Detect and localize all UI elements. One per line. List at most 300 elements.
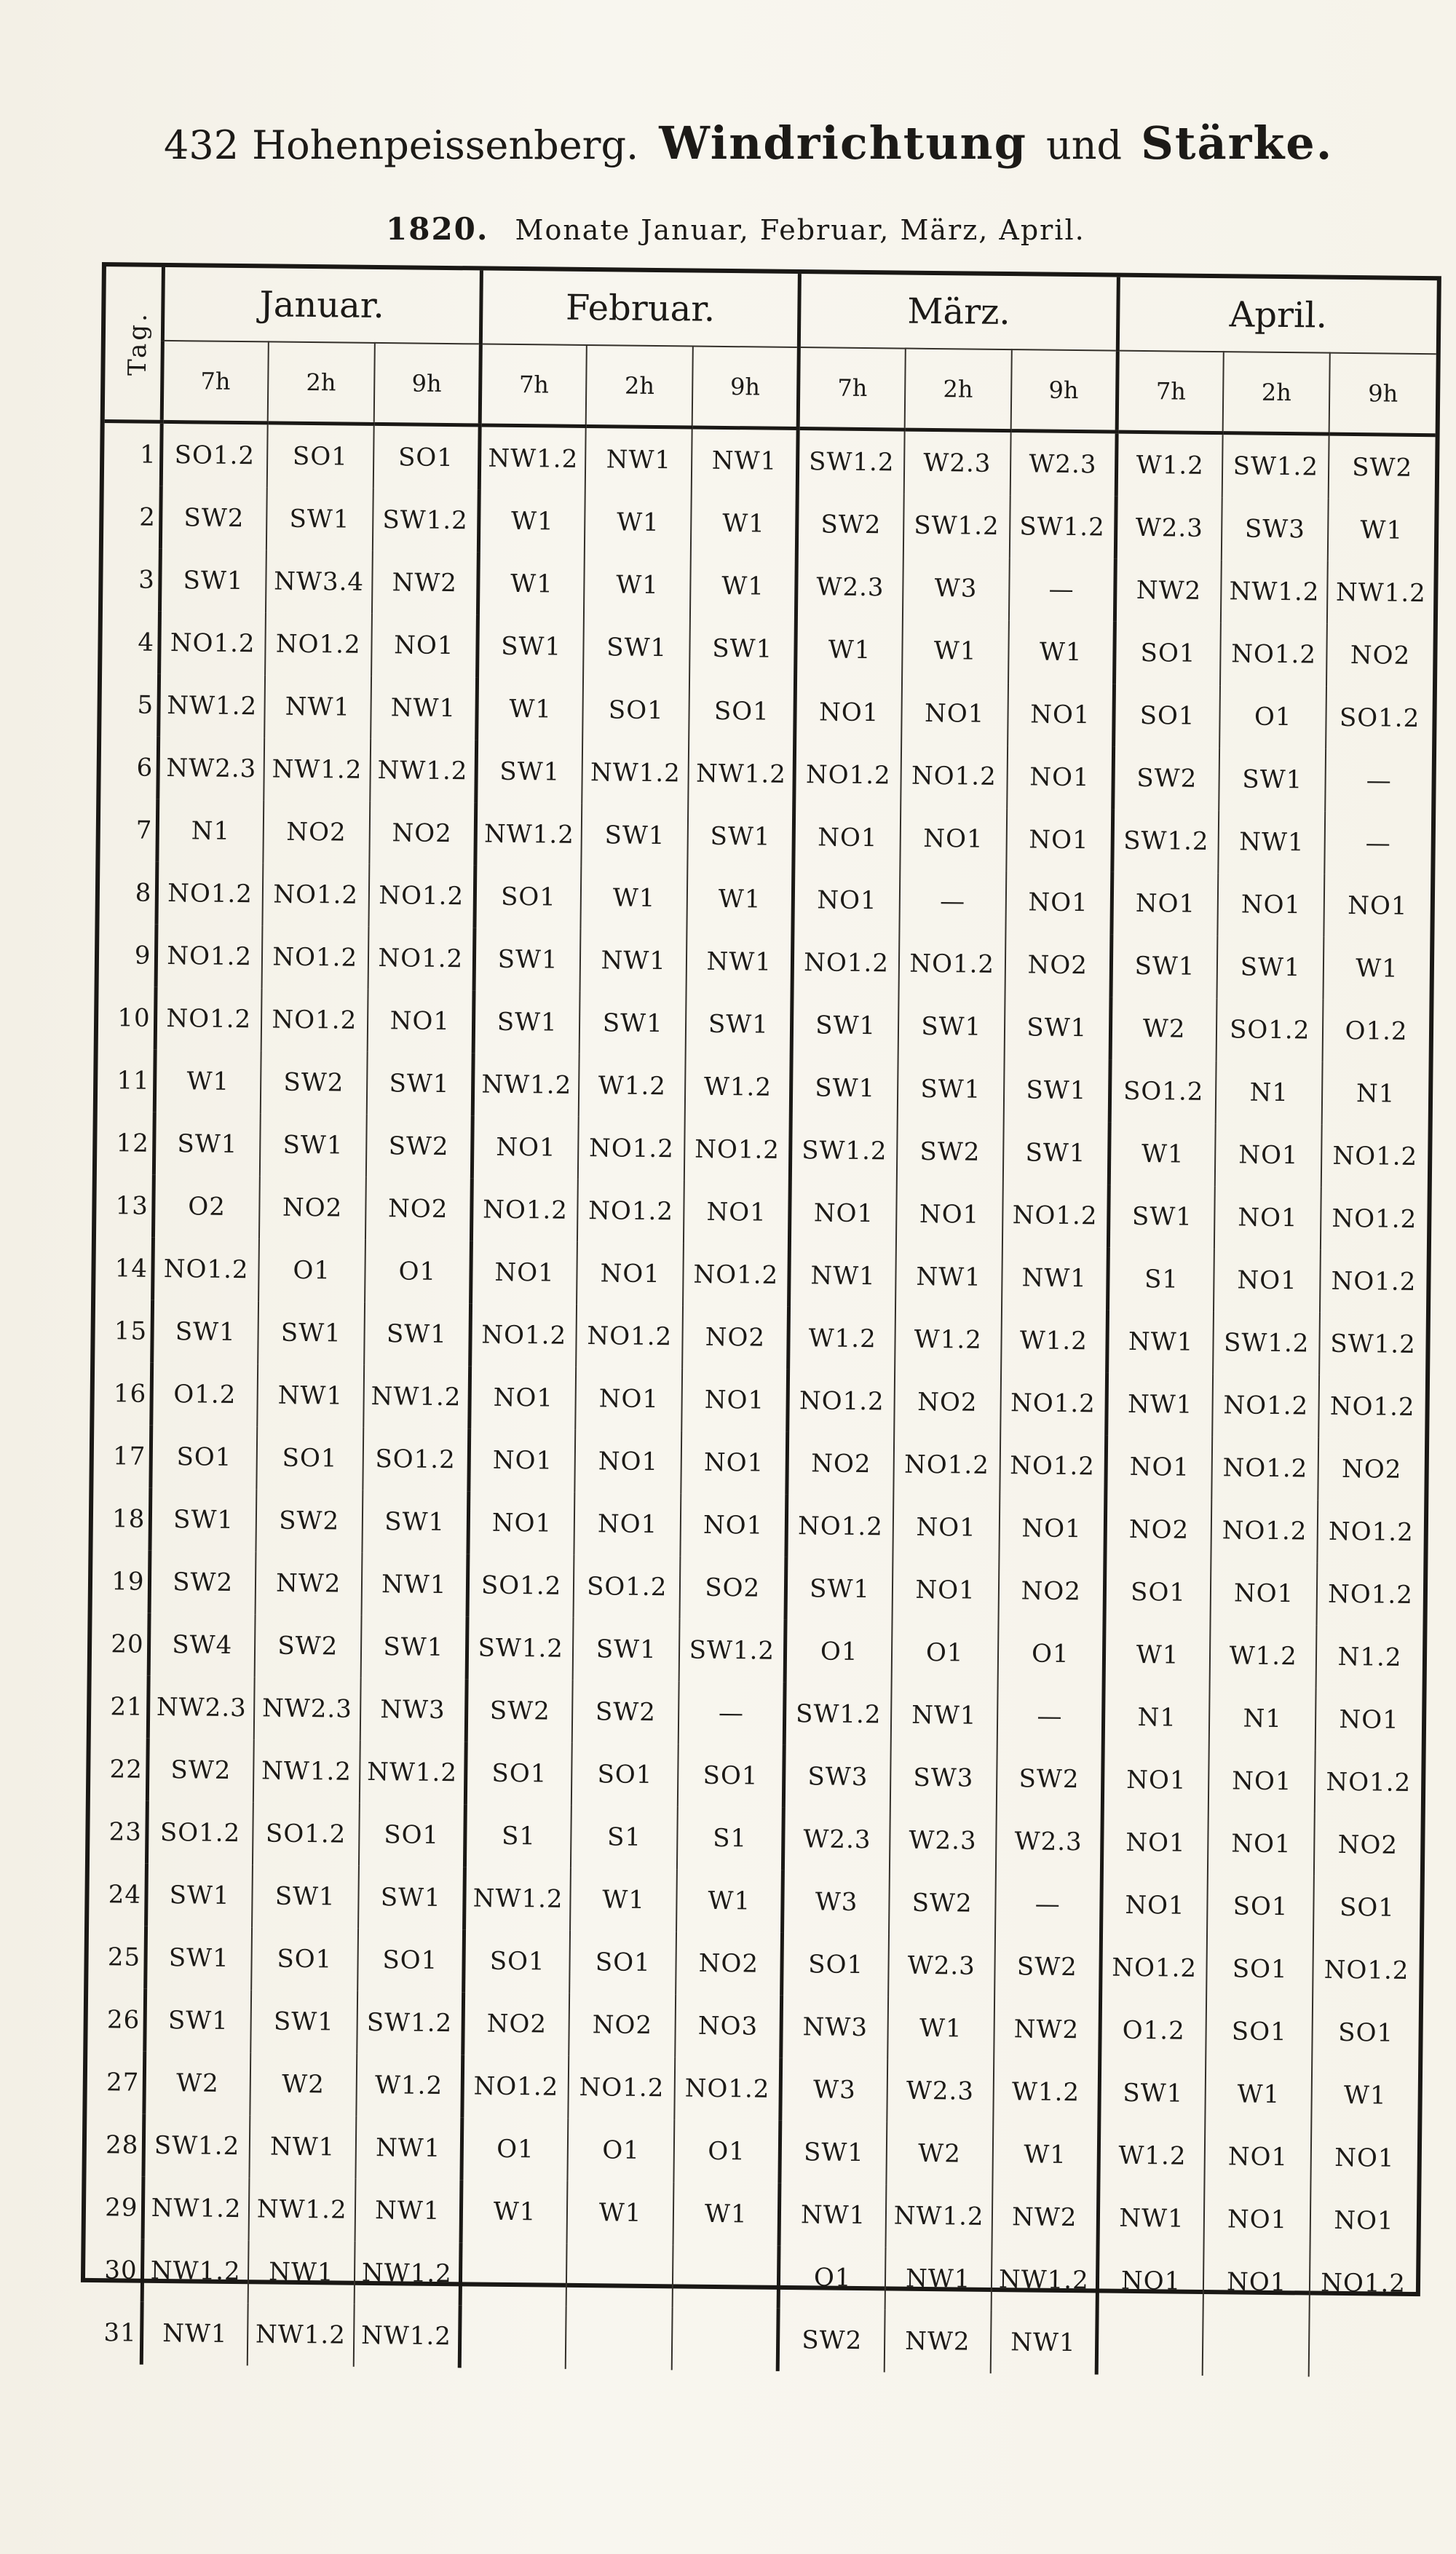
wind-cell: NO1 xyxy=(1101,1811,1208,1875)
wind-cell: W3 xyxy=(780,2058,887,2122)
day-number: 17 xyxy=(112,1442,146,1471)
wind-cell: W1 xyxy=(691,491,798,556)
wind-cell: SW2 xyxy=(1113,747,1220,811)
wind-cell: W2.3 xyxy=(1115,497,1222,561)
wind-cell: W1 xyxy=(796,618,903,682)
day-number: 26 xyxy=(106,2005,141,2035)
wind-cell: O2 xyxy=(153,1175,260,1239)
wind-cell: SO1 xyxy=(582,679,689,743)
month-header-april: April. xyxy=(1117,277,1437,355)
wind-cell: NW1 xyxy=(1219,810,1326,874)
wind-cell: SO1.2 xyxy=(467,1554,574,1618)
wind-cell: NO1 xyxy=(794,806,901,870)
wind-cell: SO1 xyxy=(464,1929,571,1993)
wind-cell xyxy=(1203,2313,1310,2377)
hour-header: 9h xyxy=(373,343,480,425)
day-number: 5 xyxy=(137,690,154,720)
wind-cell: W2.3 xyxy=(888,1934,995,1998)
wind-cell: NW1 xyxy=(895,1245,1002,1309)
wind-cell: NO1 xyxy=(472,1115,579,1179)
wind-cell: NO2 xyxy=(365,1177,472,1241)
wind-cell: W1 xyxy=(1206,2063,1313,2127)
wind-cell: SW2 xyxy=(572,1680,679,1744)
hour-header: 9h xyxy=(1010,349,1117,432)
wind-cell: NO2 xyxy=(259,1176,366,1240)
wind-cell: NO1 xyxy=(470,1366,577,1430)
day-number: 8 xyxy=(135,878,152,908)
wind-cell: NW1 xyxy=(585,426,692,491)
wind-cell: NO1 xyxy=(1102,1749,1209,1813)
wind-cell: SW2 xyxy=(366,1115,473,1179)
wind-cell: SW2 xyxy=(261,1051,368,1115)
hour-header: 7h xyxy=(162,341,269,423)
wind-cell: SW2 xyxy=(778,2309,885,2373)
wind-cell: W1.2 xyxy=(1099,2124,1206,2188)
wind-cell: NO2 xyxy=(569,1993,676,2057)
wind-cell: NO1 xyxy=(896,1183,1003,1247)
wind-cell: SW2 xyxy=(994,1935,1101,1999)
wind-cell xyxy=(459,2305,566,2369)
wind-cell: NO1.2 xyxy=(155,987,262,1051)
wind-cell: NW1.2 xyxy=(142,2239,249,2304)
wind-cell: W2 xyxy=(1110,997,1217,1061)
wind-cell: SW1 xyxy=(1219,748,1326,812)
wind-cell: SO1 xyxy=(1114,684,1221,748)
wind-cell: S1 xyxy=(677,1806,784,1870)
wind-cell: NW1.2 xyxy=(158,674,265,738)
wind-cell: NW1 xyxy=(1107,1310,1214,1375)
wind-cell: NO1 xyxy=(1106,1436,1213,1500)
wind-cell: W1 xyxy=(690,554,797,618)
wind-cell: W2.3 xyxy=(996,1810,1103,1874)
wind-cell: SW1.2 xyxy=(1319,1313,1426,1377)
wind-cell: NO1 xyxy=(1214,1186,1321,1250)
wind-cell: SW1 xyxy=(686,992,793,1056)
wind-cell: NO1 xyxy=(1005,871,1112,935)
wind-cell: NO1.2 xyxy=(1212,1436,1319,1501)
wind-cell: W1 xyxy=(676,1869,783,1933)
wind-cell: SW1 xyxy=(145,1926,252,1990)
hour-header-row xyxy=(105,340,1436,435)
wind-cell: W1 xyxy=(687,867,794,931)
wind-cell: SO1 xyxy=(569,1931,676,1995)
wind-cell: NW1.2 xyxy=(248,2303,355,2367)
wind-cell xyxy=(672,2307,779,2371)
wind-cell xyxy=(566,2244,673,2308)
wind-cell: W1 xyxy=(154,1050,261,1114)
wind-cell: SO1 xyxy=(1313,1876,1420,1940)
wind-cell: SW1 xyxy=(154,1112,261,1177)
wind-cell: W1 xyxy=(585,491,692,555)
wind-cell: W2.3 xyxy=(904,430,1011,495)
wind-cell: NO1 xyxy=(893,1495,1000,1559)
wind-cell: W1 xyxy=(1008,620,1115,684)
wind-cell: NO1 xyxy=(1101,1874,1208,1938)
wind-cell: NW2.3 xyxy=(157,737,264,801)
wind-cell: NO2 xyxy=(1318,1438,1425,1502)
wind-cell: SW1.2 xyxy=(1009,495,1116,559)
wind-cell: NO1.2 xyxy=(683,1243,790,1307)
wind-cell: SW1 xyxy=(474,928,581,992)
wind-cell: NO1 xyxy=(892,1558,999,1622)
wind-cell: W2 xyxy=(886,2122,993,2186)
wind-cell: NW1 xyxy=(371,676,478,740)
wind-cell: SW1 xyxy=(473,990,580,1054)
wind-cell: — xyxy=(1324,812,1431,876)
wind-cell: W1.2 xyxy=(1001,1309,1108,1373)
wind-cell: SW1.2 xyxy=(357,1991,464,2055)
month-header-februar: Februar. xyxy=(480,270,800,347)
wind-cell: SW1 xyxy=(1003,1059,1110,1123)
wind-cell: NW2 xyxy=(372,551,479,615)
wind-cell: NO2 xyxy=(676,1932,783,1996)
wind-cell: SO1.2 xyxy=(1109,1060,1216,1124)
wind-cell: NO1 xyxy=(1203,2250,1310,2314)
wind-cell: NO1 xyxy=(1310,2127,1417,2191)
hour-header: 2h xyxy=(268,341,375,424)
wind-cell: NW3 xyxy=(360,1678,467,1742)
wind-cell: N1 xyxy=(1103,1686,1210,1750)
wind-cell: SW2 xyxy=(797,493,904,557)
wind-cell: SW1 xyxy=(146,1864,253,1928)
wind-cell: NW1 xyxy=(885,2247,992,2311)
wind-cell: NO1.2 xyxy=(898,933,1005,997)
wind-cell: NO1.2 xyxy=(262,863,369,927)
wind-cell: SO1 xyxy=(678,1744,785,1808)
wind-cell: SO1.2 xyxy=(1216,998,1324,1062)
wind-cell: NO1.2 xyxy=(1101,1936,1208,2000)
wind-cell: W1 xyxy=(461,2180,568,2244)
wind-cell: NO1 xyxy=(469,1428,576,1493)
wind-cell: SW1 xyxy=(579,992,687,1056)
wind-cell: W1 xyxy=(1311,2064,1418,2128)
wind-cell: SW1 xyxy=(358,1866,465,1930)
wind-cell: SW1.2 xyxy=(1112,810,1219,874)
wind-cell: SW1 xyxy=(258,1301,365,1365)
wind-cell: W1 xyxy=(1328,499,1435,563)
wind-cell: W1 xyxy=(1324,937,1431,1001)
wind-cell: W1 xyxy=(478,552,585,616)
wind-cell: N1.2 xyxy=(1316,1626,1423,1690)
wind-cell: SW1 xyxy=(1004,996,1111,1060)
wind-cell: W1 xyxy=(1104,1624,1211,1688)
wind-cell: SW1 xyxy=(478,614,585,679)
wind-cell: NO1.2 xyxy=(265,612,372,676)
wind-cell: SO1.2 xyxy=(1326,687,1433,751)
wind-cell: NW1 xyxy=(789,1244,896,1308)
wind-cell: SW1 xyxy=(250,1990,357,2054)
wind-cell: SW1 xyxy=(792,994,899,1058)
wind-cell: NW2 xyxy=(1115,559,1222,623)
wind-cell: SO1 xyxy=(475,865,582,929)
wind-cell: NW1 xyxy=(891,1683,998,1747)
month-header-row xyxy=(106,266,1437,354)
wind-cell: SW1 xyxy=(364,1302,471,1367)
wind-cell: NO1.2 xyxy=(674,2057,781,2121)
wind-cell: W1 xyxy=(478,489,585,553)
wind-cell: SW2 xyxy=(160,486,267,550)
wind-cell: NW1 xyxy=(779,2183,886,2247)
wind-cell: NO2 xyxy=(894,1370,1001,1434)
wind-cell: SW1 xyxy=(144,1989,251,2053)
wind-cell: NW1 xyxy=(248,2240,355,2304)
wind-cell: SO1 xyxy=(251,1927,358,1991)
wind-cell: SW1 xyxy=(366,1052,473,1116)
wind-cell: SO1 xyxy=(267,423,374,489)
wind-cell: NO1 xyxy=(1315,1688,1423,1752)
day-number: 1 xyxy=(139,440,157,470)
wind-cell: NO1 xyxy=(1214,1249,1321,1313)
wind-cell: NO1.2 xyxy=(788,1369,895,1434)
wind-cell: NW2 xyxy=(992,2186,1099,2250)
wind-cell: W2 xyxy=(143,2052,250,2116)
wind-cell: SW1 xyxy=(1108,1185,1215,1249)
wind-cell: NO1 xyxy=(574,1493,681,1557)
location-name: Hohenpeissenberg. xyxy=(252,122,639,168)
wind-cell: NO1 xyxy=(1324,874,1431,938)
page-subtitle xyxy=(386,211,1332,262)
wind-cell: SW2 xyxy=(147,1739,254,1803)
day-number: 31 xyxy=(103,2318,137,2348)
wind-cell: NO1 xyxy=(795,681,902,745)
wind-cell: SW3 xyxy=(890,1746,997,1810)
wind-cell: NW1 xyxy=(692,427,799,493)
wind-cell: SO1.2 xyxy=(363,1428,470,1492)
wind-cell: SW1.2 xyxy=(143,2114,250,2178)
day-number: 29 xyxy=(105,2193,138,2223)
wind-cell: NW1.2 xyxy=(1327,561,1434,625)
wind-cell: NO1.2 xyxy=(786,1495,893,1559)
wind-cell: NO1 xyxy=(1208,1812,1315,1876)
wind-cell: NO1 xyxy=(790,1182,897,1246)
wind-cell: NW2.3 xyxy=(254,1677,361,1741)
wind-cell xyxy=(1309,2314,1416,2379)
day-number: 19 xyxy=(111,1567,145,1597)
wind-cell: NO1 xyxy=(1205,2125,1312,2189)
wind-cell: — xyxy=(899,870,1006,934)
wind-cell: NO1.2 xyxy=(470,1303,577,1367)
wind-cell: SW1 xyxy=(898,1058,1005,1122)
day-number: 25 xyxy=(107,1942,141,1972)
wind-cell: NW2.3 xyxy=(148,1676,255,1740)
wind-cell: O1.2 xyxy=(1100,1998,1207,2063)
wind-cell: O1 xyxy=(786,1620,893,1684)
wind-cell: SO1.2 xyxy=(146,1801,253,1865)
wind-cell: SW1.2 xyxy=(1213,1311,1320,1375)
wind-cell: W1 xyxy=(673,2182,780,2246)
hour-header: 7h xyxy=(480,344,587,426)
wind-cell: SW1 xyxy=(780,2121,887,2185)
wind-cell: NO1.2 xyxy=(368,864,475,928)
day-number: 10 xyxy=(117,1003,151,1033)
hour-header: 7h xyxy=(799,347,906,430)
wind-cell: SO1 xyxy=(1104,1561,1211,1625)
day-column-header: Tag. xyxy=(105,266,163,422)
wind-cell: NO1.2 xyxy=(1313,1939,1420,2003)
wind-cell: S1 xyxy=(571,1806,678,1870)
wind-cell: NO2 xyxy=(463,1992,570,2056)
wind-cell: NO1 xyxy=(681,1368,788,1432)
wind-cell: NW2 xyxy=(994,1998,1101,2062)
wind-cell: NW1.2 xyxy=(143,2177,250,2241)
day-number: 2 xyxy=(138,502,157,532)
wind-cell: SO1.2 xyxy=(161,422,268,487)
wind-cell: NO1 xyxy=(1310,2189,1417,2253)
page-number: 432 xyxy=(164,122,240,168)
wind-cell: NO1 xyxy=(1211,1562,1318,1626)
wind-cell: NO1.2 xyxy=(1320,1250,1427,1314)
day-number: 24 xyxy=(108,1880,142,1910)
wind-cell: NO2 xyxy=(682,1305,789,1369)
wind-cell: W1.2 xyxy=(685,1055,792,1119)
wind-cell: SO1 xyxy=(1206,2000,1313,2064)
wind-cell: SW1 xyxy=(898,995,1005,1059)
wind-cell: SW2 xyxy=(897,1120,1004,1185)
wind-cell: SO1 xyxy=(256,1426,363,1490)
day-number: 15 xyxy=(114,1316,148,1346)
wind-cell: NO1.2 xyxy=(462,2055,569,2119)
wind-cell: W2.3 xyxy=(887,2059,994,2123)
wind-cell: S1 xyxy=(464,1804,571,1868)
wind-cell: NO1 xyxy=(1112,872,1219,936)
wind-cell: NO1.2 xyxy=(792,931,899,995)
page-header xyxy=(164,116,1343,189)
wind-cell: SW1 xyxy=(1099,2061,1206,2125)
wind-cell: NO1 xyxy=(1204,2188,1311,2252)
wind-cell: SW1.2 xyxy=(1222,433,1329,499)
wind-cell: W2.3 xyxy=(783,1808,890,1872)
wind-cell: NO1 xyxy=(1208,1750,1315,1814)
wind-cell: NW1.2 xyxy=(472,1053,579,1117)
wind-cell: W1.2 xyxy=(1116,432,1223,497)
wind-cell: SW1 xyxy=(1217,936,1324,1000)
wind-cell: NO1.2 xyxy=(159,612,266,676)
wind-cell: — xyxy=(995,1873,1102,1937)
wind-cell: NW3.4 xyxy=(266,550,373,614)
wind-cell: SW1.2 xyxy=(467,1616,574,1680)
wind-cell: W2.3 xyxy=(1010,431,1117,497)
wind-cell: NW1 xyxy=(990,2311,1097,2375)
wind-cell: NO1 xyxy=(371,614,478,678)
wind-cell: SW1.2 xyxy=(791,1119,898,1183)
day-number: 23 xyxy=(108,1817,143,1847)
wind-cell: NO1 xyxy=(576,1367,683,1431)
wind-cell: NW1.2 xyxy=(688,742,795,806)
wind-cell: NO1.2 xyxy=(576,1305,683,1369)
wind-cell: O1.2 xyxy=(151,1363,258,1427)
wind-table xyxy=(84,266,1437,2378)
wind-cell: W1 xyxy=(477,677,584,741)
hour-header: 9h xyxy=(692,347,799,429)
wind-cell: NW1.2 xyxy=(360,1741,467,1805)
wind-cell: NO2 xyxy=(1314,1814,1421,1878)
wind-cell: NW1 xyxy=(687,930,794,994)
wind-cell: NO1.2 xyxy=(1211,1499,1318,1563)
wind-cell: NW1.2 xyxy=(264,738,371,802)
wind-cell: SO1.2 xyxy=(253,1802,360,1866)
hour-header: 2h xyxy=(904,349,1011,431)
wind-cell: SW2 xyxy=(889,1871,996,1935)
wind-cell: W2.3 xyxy=(890,1808,997,1873)
day-number: 12 xyxy=(116,1128,150,1158)
wind-cell: NW1 xyxy=(361,1553,468,1617)
wind-cell: NO1.2 xyxy=(368,927,475,991)
wind-cell: W1.2 xyxy=(993,2060,1100,2124)
day-number: 28 xyxy=(105,2130,139,2160)
wind-cell: W1.2 xyxy=(356,2054,463,2118)
wind-cell: NO1.2 xyxy=(261,925,368,989)
wind-cell: SO1 xyxy=(373,424,480,489)
wind-cell: NO1.2 xyxy=(794,743,901,807)
wind-cell: NO1 xyxy=(1006,808,1113,872)
day-number: 30 xyxy=(104,2255,138,2285)
wind-cell: W1 xyxy=(567,2181,674,2245)
wind-cell: NO1.2 xyxy=(1220,622,1327,687)
wind-cell: NO1 xyxy=(1218,873,1325,937)
wind-cell: W1.2 xyxy=(788,1307,895,1371)
wind-cell: NW1 xyxy=(1107,1373,1214,1437)
wind-cell: SW1 xyxy=(1111,935,1218,999)
wind-cell: SW1 xyxy=(582,804,689,868)
wind-cell: W1 xyxy=(902,620,1009,684)
wind-cell: — xyxy=(997,1685,1104,1749)
title-conjunction: und xyxy=(1045,122,1123,168)
wind-cell: SO1 xyxy=(150,1426,257,1490)
day-number: 18 xyxy=(111,1504,146,1534)
wind-cell xyxy=(1096,2312,1203,2376)
wind-cell: SO1 xyxy=(1207,1875,1314,1939)
wind-cell: NW1.2 xyxy=(885,2184,992,2248)
wind-cell: SW1 xyxy=(149,1488,256,1552)
wind-cell: SW1 xyxy=(252,1865,359,1929)
wind-cell: NO1 xyxy=(367,989,474,1053)
wind-cell: SO1.2 xyxy=(574,1555,681,1619)
wind-cell: NO3 xyxy=(675,1994,782,2058)
title-strength: Stärke. xyxy=(1141,116,1334,170)
wind-cell: NW1 xyxy=(355,2179,462,2243)
wind-cell: NO1.2 xyxy=(1315,1751,1422,1815)
wind-cell: NO1.2 xyxy=(1002,1184,1109,1248)
wind-cell: W2 xyxy=(250,2052,357,2116)
wind-cell: NO1 xyxy=(468,1491,575,1555)
wind-cell: SW1.2 xyxy=(798,429,905,494)
hour-header: 2h xyxy=(1223,352,1330,434)
wind-cell: NO1 xyxy=(681,1493,788,1557)
wind-cell: NO1 xyxy=(1007,746,1114,810)
wind-cell: NW3 xyxy=(781,1996,888,2060)
wind-cell: NW1 xyxy=(1098,2186,1205,2250)
wind-cell: S1 xyxy=(1107,1248,1214,1312)
wind-cell: SW1 xyxy=(362,1490,469,1554)
wind-cell: NW1.2 xyxy=(363,1365,470,1429)
wind-cell: SW1 xyxy=(260,1113,367,1177)
wind-cell: NO1.2 xyxy=(893,1433,1000,1497)
wind-cell: SW1 xyxy=(476,740,583,804)
wind-cell: NO1.2 xyxy=(901,745,1008,809)
wind-cell: SO1 xyxy=(359,1803,466,1867)
wind-cell: NO1.2 xyxy=(1317,1563,1424,1627)
day-number: 22 xyxy=(109,1755,143,1784)
wind-cell: SW2 xyxy=(256,1489,363,1553)
wind-cell: SW1.2 xyxy=(679,1618,786,1683)
wind-cell: W2.3 xyxy=(796,556,903,620)
wind-cell: NO1.2 xyxy=(156,925,263,989)
wind-cell: NO2 xyxy=(369,802,476,866)
wind-cell: NO1 xyxy=(684,1180,791,1244)
wind-cell: NO1.2 xyxy=(1321,1187,1428,1252)
wind-cell: SW1 xyxy=(583,616,690,680)
wind-cell: N1 xyxy=(1322,1062,1429,1126)
